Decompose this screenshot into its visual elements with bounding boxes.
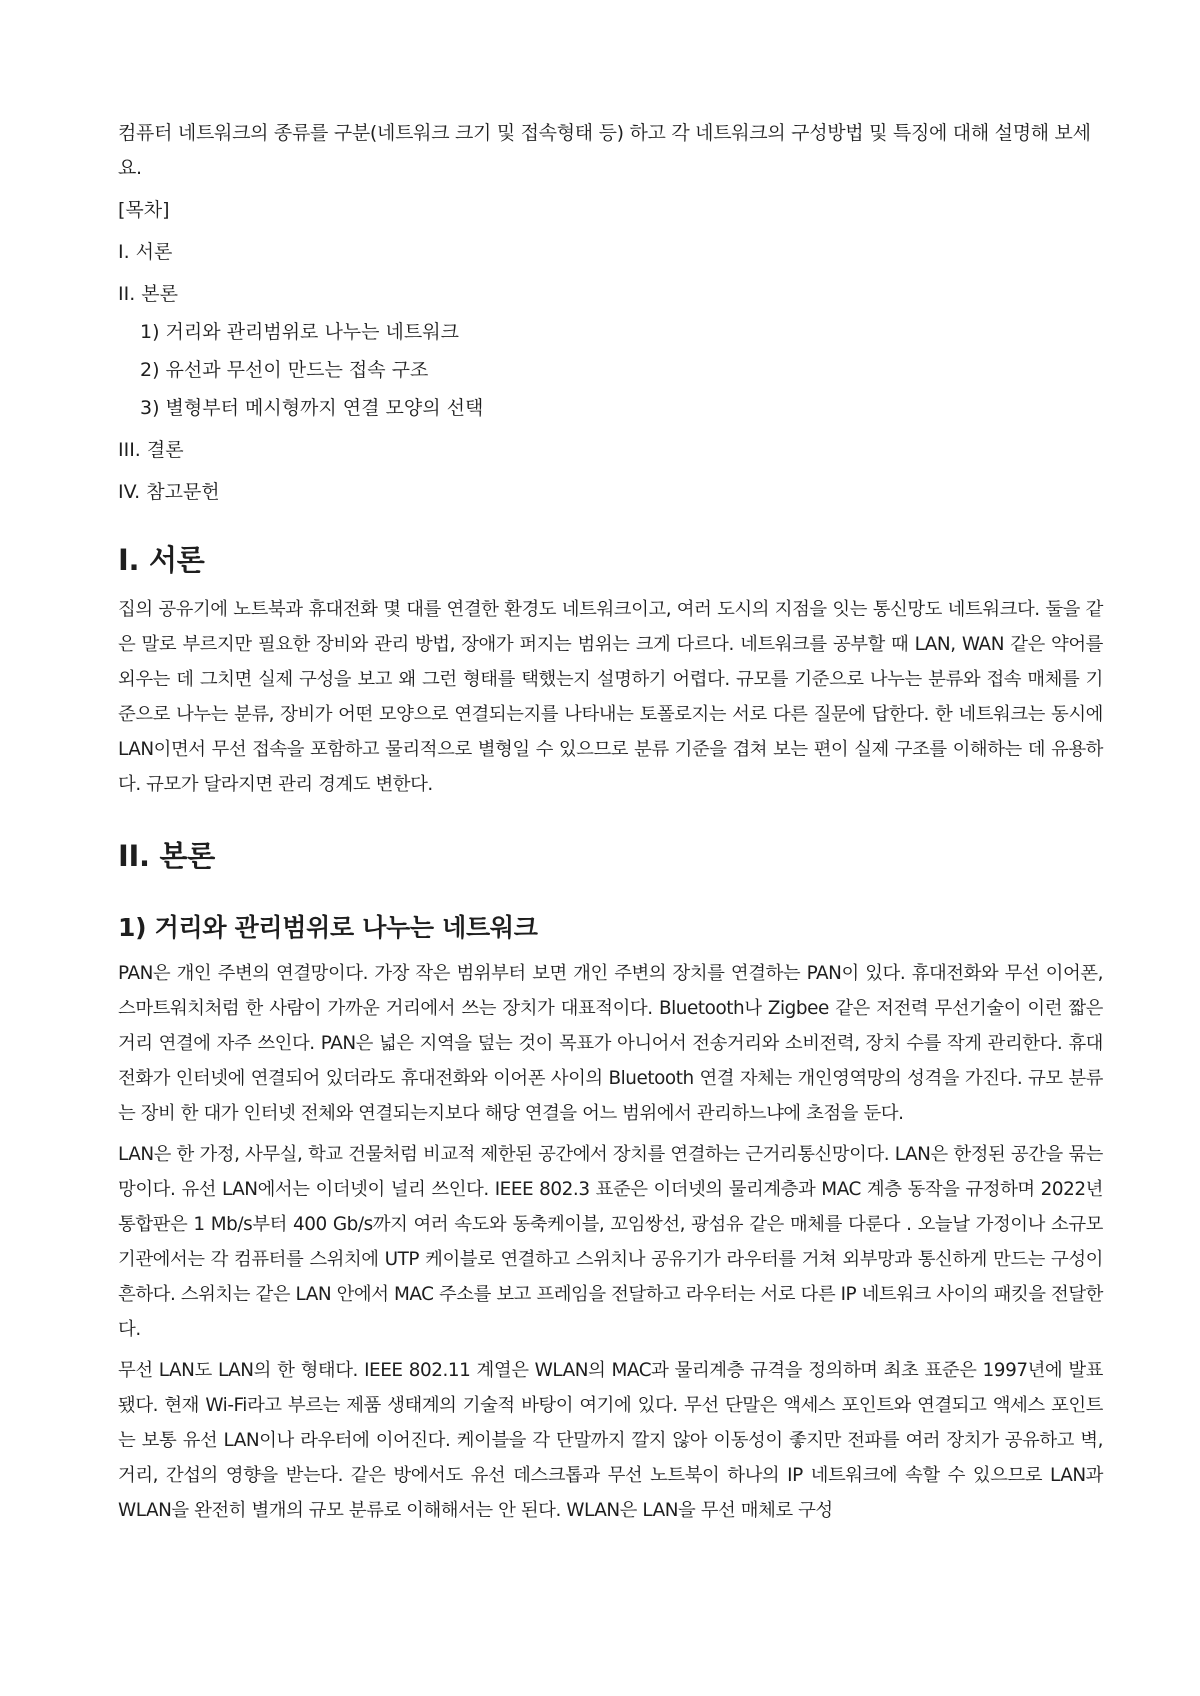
body-paragraph-wlan: 무선 LAN도 LAN의 한 형태다. IEEE 802.11 계열은 WLAN의 MAC과 물리계층 규격을 정의하며 최초 표준은 1997년에 발표됐다. 현재 Wi-Fi라고 부르는 제품 생태계의 기술적 바탕이 여기에 있다. 무선 단말은 액세스 포인트와 연결되고 액세스 포인트는 보통 유선 LAN이나 라우터에 이어진다. 케이블을 각 단말까지 깔지 않아 이동성이 좋지만 전파를 여러 장치가 공유하고 벽, 거리, 간섭의 영향을 받는다. 같은 방에서도 유선 데스크톱과 무선 노트북이 하나의 IP 네트워크에 속할 수 있으므로 LAN과 WLAN을 완전히 별개의 규모 분류로 이해해서는 안 된다. WLAN은 LAN을 무선 매체로 구성 (118, 1360, 1103, 1521)
document-page (118, 116, 1103, 1534)
toc-subitem-3: 3) 별형부터 메시형까지 연결 모양의 선택 (140, 397, 484, 419)
section-heading-intro: I. 서론 (118, 543, 205, 577)
assignment-prompt: 컴퓨터 네트워크의 종류를 구분(네트워크 크기 및 접속형태 등) 하고 각 네트워크의 구성방법 및 특징에 대해 설명해 보세요. (118, 122, 1091, 179)
body-paragraph-lan: LAN은 한 가정, 사무실, 학교 건물처럼 비교적 제한된 공간에서 장치를 연결하는 근거리통신망이다. LAN은 한정된 공간을 묶는 망이다. 유선 LAN에서는 이더넷이 널리 쓰인다. IEEE 802.3 표준은 이더넷의 물리계층과 MAC 계층 동작을 규정하며 2022년 통합판은 1 Mb/s부터 400 Gb/s까지 여러 속도와 동축케이블, 꼬임쌍선, 광섬유 같은 매체를 다룬다 . 오늘날 가정이나 소규모 기관에서는 각 컴퓨터를 스위치에 UTP 케이블로 연결하고 스위치나 공유기가 라우터를 거쳐 외부망과 통신하게 만드는 구성이 흔하다. 스위치는 같은 LAN 안에서 MAC 주소를 보고 프레임을 전달하고 라우터는 서로 다른 IP 네트워크 사이의 패킷을 전달한다. (118, 1144, 1103, 1340)
body-paragraph-pan: PAN은 개인 주변의 연결망이다. 가장 작은 범위부터 보면 개인 주변의 장치를 연결하는 PAN이 있다. 휴대전화와 무선 이어폰, 스마트워치처럼 한 사람이 가까운 거리에서 쓰는 장치가 대표적이다. Bluetooth나 Zigbee 같은 저전력 무선기술이 이런 짧은 거리 연결에 자주 쓰인다. PAN은 넓은 지역을 덮는 것이 목표가 아니어서 전송거리와 소비전력, 장치 수를 작게 관리한다. 휴대전화가 인터넷에 연결되어 있더라도 휴대전화와 이어폰 사이의 Bluetooth 연결 자체는 개인영역망의 성격을 가진다. 규모 분류는 장비 한 대가 인터넷 전체와 연결되는지보다 해당 연결을 어느 범위에서 관리하느냐에 초점을 둔다. (118, 963, 1103, 1124)
intro-paragraph: 집의 공유기에 노트북과 휴대전화 몇 대를 연결한 환경도 네트워크이고, 여러 도시의 지점을 잇는 통신망도 네트워크다. 둘을 같은 말로 부르지만 필요한 장비와 관리 방법, 장애가 퍼지는 범위는 크게 다르다. 네트워크를 공부할 때 LAN, WAN 같은 약어를 외우는 데 그치면 실제 구성을 보고 왜 그런 형태를 택했는지 설명하기 어렵다. 규모를 기준으로 나누는 분류와 접속 매체를 기준으로 나누는 분류, 장비가 어떤 모양으로 연결되는지를 나타내는 토폴로지는 서로 다른 질문에 답한다. 한 네트워크는 동시에 LAN이면서 무선 접속을 포함하고 물리적으로 별형일 수 있으므로 분류 기준을 겹쳐 보는 편이 실제 구조를 이해하는 데 유용하다. 규모가 달라지면 관리 경계도 변한다. (118, 599, 1103, 795)
toc-item-references: IV. 참고문헌 (118, 481, 220, 503)
toc-item-conclusion: III. 결론 (118, 439, 184, 461)
subsection-heading-1: 1) 거리와 관리범위로 나누는 네트워크 (118, 913, 538, 942)
toc-subitem-2: 2) 유선과 무선이 만드는 접속 구조 (140, 359, 429, 381)
toc-item-main: II. 본론 (118, 283, 178, 305)
toc-title: [목차] (118, 199, 170, 221)
toc-subitem-1: 1) 거리와 관리범위로 나누는 네트워크 (140, 321, 459, 343)
toc-item-intro: I. 서론 (118, 241, 173, 263)
table-of-contents (118, 196, 1103, 506)
section-heading-main: II. 본론 (118, 839, 215, 873)
